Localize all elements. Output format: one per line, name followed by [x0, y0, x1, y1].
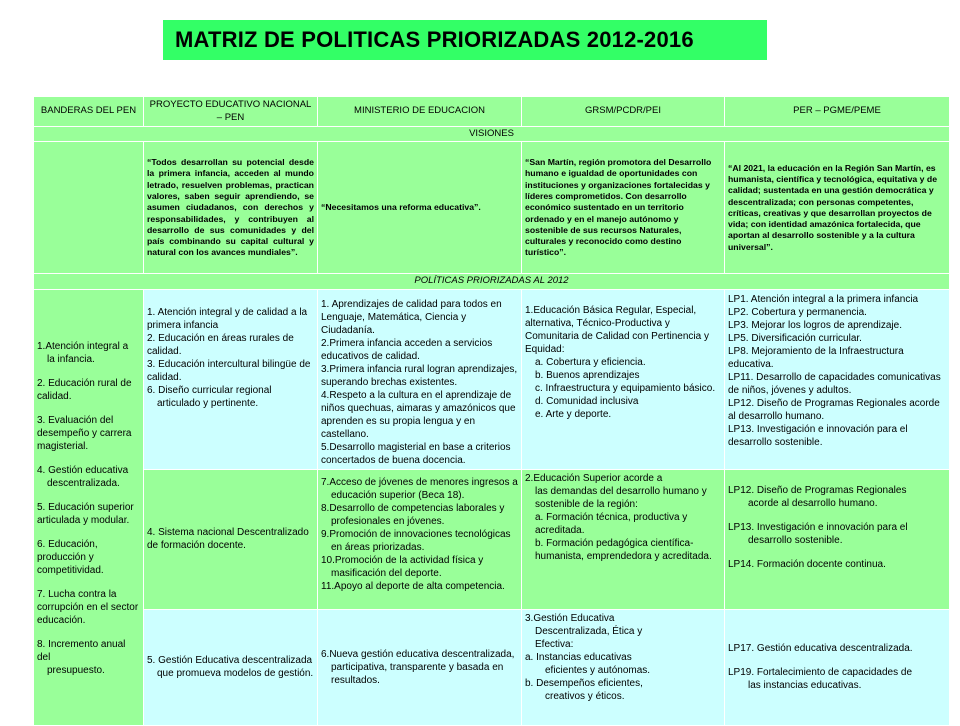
grsm-policy: d. Comunidad inclusiva	[535, 395, 639, 407]
pen-policy: 3. Educación intercultural bilingüe de calidad.	[147, 358, 311, 383]
grsm-policy: a. Formación técnica, productiva y acreditada.	[535, 511, 688, 536]
vision-grsm: “San Martín, región promotora del Desarrollo humano e igualdad de oportunidades con instituciones y organizaciones fortalecidas y líderes comprometidos. Con desarrollo económico sustentado en un territorio ordenado y en el manejo autónomo y sostenible de sus recursos Naturales, culturales y reconocido como destino turístico”.	[522, 142, 725, 274]
per-policy: LP2. Cobertura y permanencia.	[728, 306, 867, 318]
pen-policies-3	[144, 609, 318, 725]
pen-policy: 4. Sistema nacional Descentralizado de formación docente.	[147, 527, 309, 552]
grsm-policy: c. Infraestructura y equipamiento básico.	[535, 382, 716, 394]
header-banderas: BANDERAS DEL PEN	[34, 97, 144, 127]
bandera-5: 5. Educación superior articulada y modular.	[37, 501, 134, 526]
bandera-8: 8. Incremento anual del	[37, 638, 126, 663]
grsm-policies-3	[522, 609, 725, 725]
minedu-policy: masificación del deporte.	[331, 567, 442, 579]
minedu-policies-1	[318, 289, 522, 469]
grsm-policy: b. Desempeños eficientes,	[525, 677, 643, 689]
per-policy: LP12. Diseño de Programas Regionales	[728, 484, 907, 496]
per-policy: LP13. Investigación e innovación para el	[728, 521, 908, 533]
per-policy: las instancias educativas.	[748, 680, 862, 692]
bandera-6: 6. Educación, producción y competitividad.	[37, 538, 104, 576]
politicas-band	[34, 274, 950, 289]
pen-policies-1	[144, 289, 318, 469]
per-policy: desarrollo sostenible.	[748, 534, 843, 546]
per-policies-3	[725, 609, 950, 725]
per-policy: LP14. Formación docente continua.	[728, 558, 886, 570]
pen-policy: articulado y pertinente.	[157, 397, 259, 409]
minedu-policy: en áreas priorizadas.	[331, 541, 425, 553]
per-policy: LP5. Diversificación curricular.	[728, 332, 862, 344]
bandera-2: 2. Educación rural de calidad.	[37, 377, 132, 402]
grsm-policy: b. Formación pedagógica científica-humanista, emprendedora y acreditada.	[535, 537, 712, 562]
per-policies-1	[725, 289, 950, 469]
bandera-1: 1.Atención integral a	[37, 340, 129, 352]
grsm-policy: sostenible de la región:	[535, 498, 638, 510]
politicas-label: POLÍTICAS PRIORIZADAS AL 2012	[414, 275, 569, 287]
header-minedu: MINISTERIO DE EDUCACION	[318, 97, 522, 127]
minedu-policy: 5.Desarrollo magisterial en base a criterios concertados de buena docencia.	[321, 441, 511, 466]
policy-matrix-table	[33, 96, 950, 726]
minedu-policy: 8.Desarrollo de competencias laborales y	[321, 502, 505, 514]
minedu-policy: 11.Apoyo al deporte de alta competencia.	[321, 580, 505, 592]
bandera-4-cont: descentralizada.	[47, 477, 120, 489]
bandera-1-cont: la infancia.	[47, 353, 95, 365]
grsm-policy: a. Instancias educativas	[525, 651, 632, 663]
bandera-7: 7. Lucha contra la corrupción en el sector educación.	[37, 588, 139, 626]
grsm-policy: e. Arte y deporte.	[535, 408, 612, 420]
header-grsm: GRSM/PCDR/PEI	[522, 97, 725, 127]
minedu-policy: participativa, transparente y basada en	[331, 661, 504, 673]
bandera-3: 3. Evaluación del desempeño y carrera magisterial.	[37, 414, 132, 452]
minedu-policies-2	[318, 469, 522, 609]
header-pen: PROYECTO EDUCATIVO NACIONAL – PEN	[144, 97, 318, 127]
grsm-policy: eficientes y autónomas.	[545, 664, 651, 676]
bandera-8-cont: presupuesto.	[47, 664, 105, 676]
grsm-policy: Descentralizada, Ética y	[535, 625, 643, 637]
pen-policy: que promueva modelos de gestión.	[157, 668, 314, 680]
visiones-label: VISIONES	[34, 127, 950, 142]
vision-per: “Al 2021, la educación en la Región San Martín, es humanista, científica y tecnológica, equitativa y de calidad; sustentada en una gestión democrática y descentralizada; con personas competentes, críticas, creativas y que desarrollan proyectos de vida; con identidad amazónica fortalecida, que aportan al desarrollo sostenible y a la cultura universal”.	[725, 142, 950, 274]
per-policy: acorde al desarrollo humano.	[748, 497, 878, 509]
banderas-cell	[34, 289, 144, 725]
vision-minedu: “Necesitamos una reforma educativa”.	[318, 142, 522, 274]
per-policy: LP12. Diseño de Programas Regionales acorde al desarrollo humano.	[728, 397, 940, 422]
per-policy: LP3. Mejorar los logros de aprendizaje.	[728, 319, 902, 331]
per-policy: LP13. Investigación e innovación para el desarrollo sostenible.	[728, 423, 908, 448]
grsm-policy: a. Cobertura y eficiencia.	[535, 356, 646, 368]
minedu-policy: 4.Respeto a la cultura en el aprendizaje de niños quechuas, aimaras y amazónicos que aprenden es su propia lengua y en castellano.	[321, 389, 516, 440]
header-row	[34, 97, 950, 127]
minedu-policy: 2.Primera infancia acceden a servicios educativos de calidad.	[321, 337, 493, 362]
minedu-policy: 1. Aprendizajes de calidad para todos en Lenguaje, Matemática, Ciencia y Ciudadanía.	[321, 298, 502, 336]
per-policy: LP11. Desarrollo de capacidades comunicativas de niños, jóvenes y adultos.	[728, 371, 941, 396]
grsm-policy: 1.Educación Básica Regular, Especial, alternativa, Técnico-Productiva y Comunitaria de Calidad con Pertinencia y Equidad:	[525, 304, 709, 355]
grsm-policies-2	[522, 469, 725, 609]
minedu-policy: educación superior (Beca 18).	[331, 489, 465, 501]
pen-policy: 6. Diseño curricular regional	[147, 384, 272, 396]
minedu-policy: 7.Acceso de jóvenes de menores ingresos a	[321, 476, 518, 488]
policy-row-2	[34, 469, 950, 609]
grsm-policy: 2.Educación Superior acorde a	[525, 472, 663, 484]
minedu-policy: 10.Promoción de la actividad física y	[321, 554, 484, 566]
per-policies-2	[725, 469, 950, 609]
policy-row-1	[34, 289, 950, 469]
minedu-policy: 9.Promoción de innovaciones tecnológicas	[321, 528, 511, 540]
pen-policy: 2. Educación en áreas rurales de calidad.	[147, 332, 294, 357]
visiones-row	[34, 142, 950, 274]
minedu-policy: profesionales en jóvenes.	[331, 515, 445, 527]
minedu-policies-3	[318, 609, 522, 725]
per-policy: LP17. Gestión educativa descentralizada.	[728, 643, 913, 655]
per-policy: LP1. Atención integral a la primera infancia	[728, 293, 919, 305]
minedu-policy: resultados.	[331, 674, 380, 686]
grsm-policy: las demandas del desarrollo humano y	[535, 485, 707, 497]
pen-policy: 5. Gestión Educativa descentralizada	[147, 655, 313, 667]
grsm-policies-1	[522, 289, 725, 469]
per-policy: LP8. Mejoramiento de la Infraestructura educativa.	[728, 345, 904, 370]
pen-policies-2	[144, 469, 318, 609]
grsm-policy: b. Buenos aprendizajes	[535, 369, 640, 381]
grsm-policy: 3.Gestión Educativa	[525, 612, 615, 624]
grsm-policy: Efectiva:	[535, 638, 574, 650]
page-title: MATRIZ DE POLITICAS PRIORIZADAS 2012-2016	[163, 20, 767, 60]
policy-row-3	[34, 609, 950, 725]
pen-policy: 1. Atención integral y de calidad a la primera infancia	[147, 306, 308, 331]
vision-empty-cell	[34, 142, 144, 274]
per-policy: LP19. Fortalecimiento de capacidades de	[728, 667, 913, 679]
minedu-policy: 3.Primera infancia rural logran aprendizajes, superando brechas existentes.	[321, 363, 518, 388]
visiones-band	[34, 127, 950, 142]
grsm-policy: creativos y éticos.	[545, 690, 625, 702]
bandera-4: 4. Gestión educativa	[37, 464, 129, 476]
header-per: PER – PGME/PEME	[725, 97, 950, 127]
minedu-policy: 6.Nueva gestión educativa descentralizada,	[321, 648, 515, 660]
vision-pen: “Todos desarrollan su potencial desde la primera infancia, acceden al mundo letrado, resuelven problemas, practican valores, saben seguir aprendiendo, se asumen ciudadanos, con derechos y responsabilidades, y contribuyen al desarrollo de sus comunidades y del país combinando su capital cultural y natural con los avances mundiales”.	[144, 142, 318, 274]
